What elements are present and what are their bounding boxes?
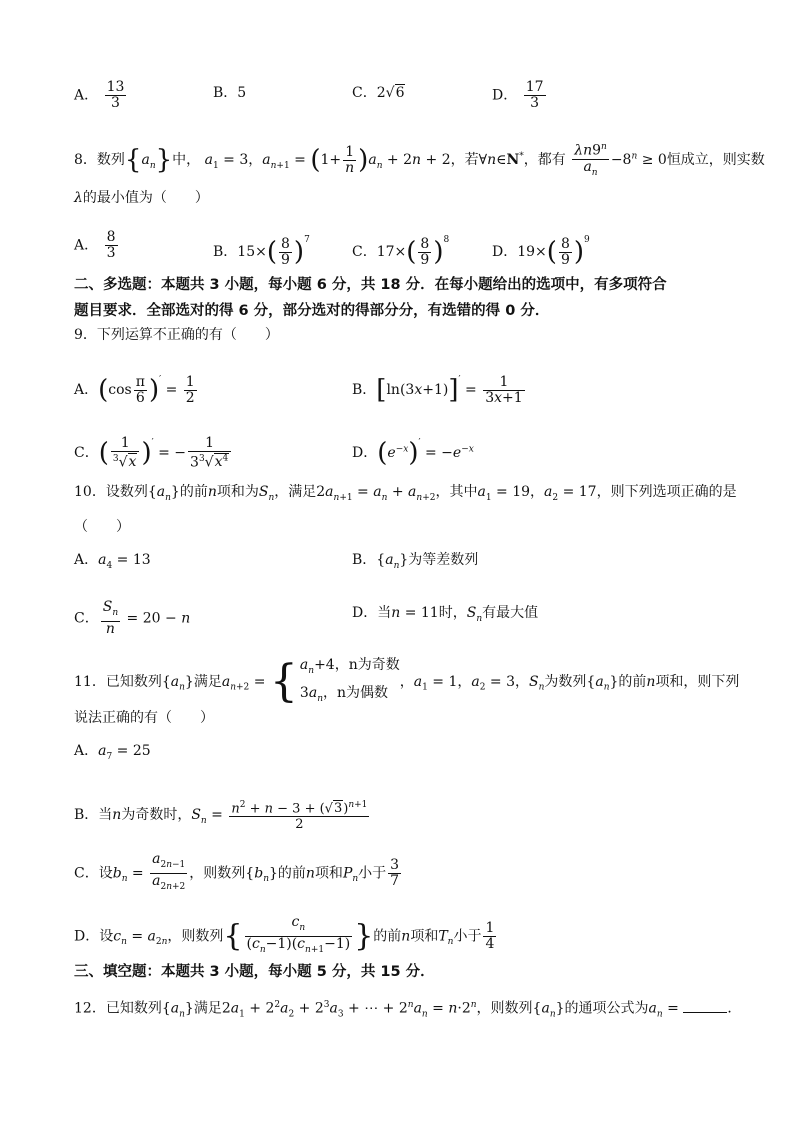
q9-option-a: A．(cos $\frac{\pi}{6}$ )′ = $\frac{1}{2}$ [74, 373, 195, 406]
q11-stem-line2: 说法正确的有（ ） [74, 710, 214, 726]
q10-option-c: C． $\frac{S_n}{n}$ = 20 − n [74, 599, 191, 637]
q7-option-c: C．2√6 [352, 85, 405, 101]
q10-stem: 10．设数列$\{a_n\}$的前n项和为$S_n$，满足$2a_{n+1} = a_n + a_{n+2}$，其中$a_1 = 19$，$a_2 = 17$，则下列选项正确的是 [74, 484, 737, 503]
q11-option-c: C．设$b_n$ = $\frac{a_{2n-1}}{a_{2n+2}}$ ，则数列$\{b_n\}$的前n项和$P_n$小于 $\frac{3}{7}$ [74, 851, 400, 892]
q7-option-b: B．5 [213, 85, 247, 101]
q7-option-d: D． $\frac{17}{3}$ [492, 79, 544, 111]
q9-option-b: B．[ln(3x+1)]′ = $\frac{1}{3x+1}$ [352, 373, 523, 406]
section2-heading: 二、多选题：本题共 3 小题，每小题 6 分，共 18 分．在每小题给出的选项中，有多项符合 [74, 277, 667, 293]
q11-stem: 11．已知数列$\{a_n\}$满足$a_{n+2}$ = { $a_n+4$，n为奇数 $3a_n$，n为偶数 ，$a_1 = 1$，$a_2 = 3$，$S_n$为数列$\{a_n\}$的前n项和，则下列 [74, 655, 740, 707]
q8-option-a: A． $\frac{8}{3}$ [74, 229, 116, 261]
q11-option-a: A．$a_7 = 25$ [74, 743, 151, 762]
q8-option-d: D．19×( $\frac{8}{9}$ )$^9$ [492, 235, 590, 268]
section2-heading-line2: 题目要求．全部选对的得 6 分，部分选对的得部分分，有选错的得 0 分． [74, 303, 550, 319]
q8-option-b: B．15×( $\frac{8}{9}$ )$^7$ [213, 235, 310, 268]
q7-option-a: A． $\frac{13}{3}$ [74, 79, 125, 111]
q11-option-d: D．设$c_n = a_{2n}$，则数列{ $\frac{c_n}{(c_n-1)(c_{n+1}-1)}$ }的前n项和$T_n$小于 $\frac{1}{4}$ [74, 914, 495, 955]
answer-blank[interactable] [683, 998, 727, 1013]
q9-option-c: C．( $\frac{1}{^3√x}$ )′ = − $\frac{1}{3^3√x^4}$ [74, 433, 233, 470]
q12-stem: 12．已知数列$\{a_n\}$满足$2a_1 + 2^2a_2 + 2^3a_3$ + ⋯ + $2^na_n = n\cdot 2^n$，则数列$\{a_n\}$的通项公式为$a_n$ = ． [74, 995, 741, 1024]
q10-option-d: D．当n = 11时，$S_n$有最大值 [352, 605, 539, 624]
section3-heading: 三、填空题：本题共 3 小题，每小题 5 分，共 15 分． [74, 964, 435, 980]
q8-option-c: C．17×( $\frac{8}{9}$ )$^8$ [352, 235, 450, 268]
q11-option-b: B．当n为奇数时，$S_n$ = $\frac{n^2 + n - 3 + (√3)^{n+1}}{2}$ [74, 800, 368, 833]
q8-stem: 8．数列$\{a_n\}$中， $a_1 = 3$，$a_{n+1} = (1+$ $\frac{1}{n}$ )$a_n + 2n + 2$，若∀n∈N*，都有 $\frac{\lambda n9^n}{a_n}$ $-8^n \ge 0$恒成立，则实数 [74, 142, 765, 178]
q10-option-a: A．$a_4 = 13$ [74, 552, 151, 571]
q10-stem-line2: （ ） [74, 519, 130, 535]
q9-option-d: D．$(e^{-x})' = -e^{-x}$ [352, 438, 474, 468]
q9-stem: 9．下列运算不正确的有（ ） [74, 327, 279, 343]
q8-stem-line2: λ的最小值为（ ） [74, 190, 209, 206]
q10-option-b: B．$\{a_n\}$为等差数列 [352, 552, 479, 571]
